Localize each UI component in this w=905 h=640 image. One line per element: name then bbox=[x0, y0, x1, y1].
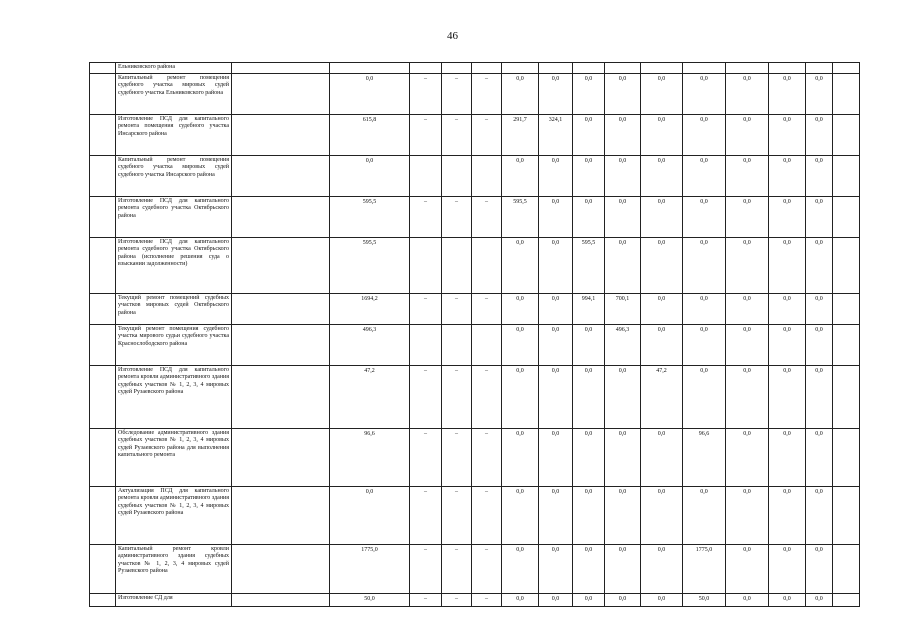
value-cell: 0,0 bbox=[573, 366, 605, 429]
value-cell: 0,0 bbox=[573, 74, 605, 115]
value-cell bbox=[683, 63, 726, 74]
table-row bbox=[90, 74, 860, 115]
value-cell bbox=[641, 63, 683, 74]
value-cell bbox=[502, 63, 539, 74]
value-cell: 0,0 bbox=[573, 545, 605, 594]
value-cell: 0,0 bbox=[769, 325, 806, 366]
value-cell: – bbox=[442, 487, 472, 545]
value-cell bbox=[833, 429, 860, 487]
value-cell: – bbox=[442, 545, 472, 594]
value-cell: 496,3 bbox=[605, 325, 641, 366]
value-cell: 0,0 bbox=[573, 197, 605, 238]
value-cell: 0,0 bbox=[330, 74, 410, 115]
value-cell: 0,0 bbox=[539, 594, 573, 607]
row-number-cell bbox=[90, 294, 116, 325]
value-cell: 0,0 bbox=[806, 115, 833, 156]
value-cell: 0,0 bbox=[769, 156, 806, 197]
value-cell: 0,0 bbox=[641, 115, 683, 156]
value-cell: 0,0 bbox=[769, 197, 806, 238]
value-cell: 700,1 bbox=[605, 294, 641, 325]
value-cell: 0,0 bbox=[605, 115, 641, 156]
value-cell: 0,0 bbox=[502, 74, 539, 115]
value-cell: 0,0 bbox=[641, 74, 683, 115]
description-cell: Изготовление ПСД для капитального ремонта судебного участка Октябрьского района bbox=[116, 197, 232, 238]
value-cell: 0,0 bbox=[726, 197, 769, 238]
value-cell bbox=[472, 63, 502, 74]
value-cell: – bbox=[472, 594, 502, 607]
value-cell: 1775,0 bbox=[330, 545, 410, 594]
value-cell bbox=[605, 63, 641, 74]
value-cell bbox=[330, 63, 410, 74]
row-number-cell bbox=[90, 429, 116, 487]
value-cell bbox=[573, 63, 605, 74]
value-cell: 0,0 bbox=[605, 156, 641, 197]
table-row bbox=[90, 487, 860, 545]
value-cell: 0,0 bbox=[502, 366, 539, 429]
value-cell: – bbox=[410, 74, 442, 115]
value-cell bbox=[442, 156, 472, 197]
table-row bbox=[90, 238, 860, 294]
value-cell: 0,0 bbox=[726, 429, 769, 487]
executor-cell bbox=[232, 238, 330, 294]
value-cell: – bbox=[472, 74, 502, 115]
value-cell: 1694,2 bbox=[330, 294, 410, 325]
value-cell: 0,0 bbox=[502, 545, 539, 594]
description-cell: Капитальный ремонт помещения судебного участка мировых судей судебного участка Инсарского района bbox=[116, 156, 232, 197]
value-cell: 0,0 bbox=[806, 429, 833, 487]
row-number-cell bbox=[90, 487, 116, 545]
description-cell: Обследование административного здания судебных участков № 1, 2, 3, 4 мировых судей Рузаевского района для выполнения капитального ремонта bbox=[116, 429, 232, 487]
value-cell: 0,0 bbox=[769, 238, 806, 294]
executor-cell bbox=[232, 429, 330, 487]
value-cell: 0,0 bbox=[641, 325, 683, 366]
value-cell: 0,0 bbox=[769, 487, 806, 545]
table-row bbox=[90, 594, 860, 607]
value-cell bbox=[410, 238, 442, 294]
value-cell: 0,0 bbox=[726, 325, 769, 366]
value-cell: 0,0 bbox=[539, 545, 573, 594]
value-cell: – bbox=[410, 366, 442, 429]
value-cell bbox=[833, 74, 860, 115]
executor-cell bbox=[232, 366, 330, 429]
value-cell: 0,0 bbox=[502, 156, 539, 197]
value-cell: 0,0 bbox=[605, 74, 641, 115]
value-cell: 47,2 bbox=[641, 366, 683, 429]
description-cell: Изготовление СД для bbox=[116, 594, 232, 607]
value-cell: 0,0 bbox=[502, 238, 539, 294]
value-cell bbox=[472, 325, 502, 366]
value-cell bbox=[806, 63, 833, 74]
value-cell: 0,0 bbox=[726, 545, 769, 594]
table-body bbox=[90, 63, 860, 607]
value-cell: 0,0 bbox=[726, 115, 769, 156]
value-cell: 0,0 bbox=[726, 294, 769, 325]
value-cell: 0,0 bbox=[769, 366, 806, 429]
value-cell: 0,0 bbox=[726, 74, 769, 115]
value-cell: 0,0 bbox=[573, 325, 605, 366]
value-cell: 0,0 bbox=[641, 238, 683, 294]
value-cell: – bbox=[472, 366, 502, 429]
value-cell: 324,1 bbox=[539, 115, 573, 156]
value-cell: 1775,0 bbox=[683, 545, 726, 594]
value-cell: 0,0 bbox=[683, 325, 726, 366]
value-cell: 96,6 bbox=[683, 429, 726, 487]
value-cell: 0,0 bbox=[539, 429, 573, 487]
value-cell bbox=[410, 156, 442, 197]
value-cell bbox=[410, 63, 442, 74]
value-cell: 0,0 bbox=[330, 156, 410, 197]
description-cell: Актуализация ПСД для капитального ремонта кровли административного здания судебных участков № 1, 2, 3, 4 мировых судей Рузаевского района bbox=[116, 487, 232, 545]
value-cell: 0,0 bbox=[539, 487, 573, 545]
value-cell: – bbox=[472, 429, 502, 487]
value-cell: 0,0 bbox=[683, 74, 726, 115]
value-cell: – bbox=[410, 545, 442, 594]
value-cell: 615,8 bbox=[330, 115, 410, 156]
description-cell: Изготовление ПСД для капитального ремонта помещения судебного участка Инсарского района bbox=[116, 115, 232, 156]
value-cell bbox=[769, 63, 806, 74]
table-row bbox=[90, 429, 860, 487]
value-cell: – bbox=[442, 197, 472, 238]
table-row bbox=[90, 366, 860, 429]
value-cell bbox=[472, 156, 502, 197]
description-cell: Капитальный ремонт кровли административного здания судебных участков № 1, 2, 3, 4 мировых судей Рузаевского района bbox=[116, 545, 232, 594]
executor-cell bbox=[232, 545, 330, 594]
value-cell: – bbox=[410, 294, 442, 325]
description-cell: Изготовление ПСД для капитального ремонта судебного участка Октябрьского района (исполнение решения суда о взыскании задолженности) bbox=[116, 238, 232, 294]
value-cell: 0,0 bbox=[641, 429, 683, 487]
value-cell bbox=[539, 63, 573, 74]
value-cell: – bbox=[472, 115, 502, 156]
value-cell: 50,0 bbox=[683, 594, 726, 607]
value-cell: 0,0 bbox=[605, 594, 641, 607]
value-cell: – bbox=[410, 487, 442, 545]
row-number-cell bbox=[90, 545, 116, 594]
value-cell: 0,0 bbox=[683, 294, 726, 325]
executor-cell bbox=[232, 115, 330, 156]
value-cell: 0,0 bbox=[502, 594, 539, 607]
page-number: 46 bbox=[447, 30, 458, 42]
value-cell: 0,0 bbox=[539, 197, 573, 238]
row-number-cell bbox=[90, 115, 116, 156]
value-cell: 0,0 bbox=[726, 366, 769, 429]
value-cell: 0,0 bbox=[769, 115, 806, 156]
value-cell: 0,0 bbox=[605, 197, 641, 238]
executor-cell bbox=[232, 156, 330, 197]
value-cell: 0,0 bbox=[726, 156, 769, 197]
value-cell: – bbox=[442, 429, 472, 487]
value-cell: – bbox=[410, 115, 442, 156]
budget-table bbox=[89, 62, 860, 607]
value-cell: 0,0 bbox=[769, 74, 806, 115]
value-cell bbox=[833, 545, 860, 594]
table-row bbox=[90, 294, 860, 325]
value-cell bbox=[833, 325, 860, 366]
value-cell: 0,0 bbox=[769, 429, 806, 487]
value-cell: 0,0 bbox=[539, 74, 573, 115]
value-cell: 291,7 bbox=[502, 115, 539, 156]
value-cell: – bbox=[442, 366, 472, 429]
table-row bbox=[90, 115, 860, 156]
value-cell: – bbox=[410, 594, 442, 607]
description-cell: Текущий ремонт помещений судебных участков мировых судей Октябрьского района bbox=[116, 294, 232, 325]
description-cell: Ельниковского района bbox=[116, 63, 232, 74]
value-cell: 595,5 bbox=[573, 238, 605, 294]
row-number-cell bbox=[90, 325, 116, 366]
table-row bbox=[90, 325, 860, 366]
value-cell: 0,0 bbox=[330, 487, 410, 545]
value-cell: 0,0 bbox=[539, 366, 573, 429]
value-cell: 0,0 bbox=[605, 366, 641, 429]
value-cell: 595,5 bbox=[330, 238, 410, 294]
value-cell: 0,0 bbox=[806, 156, 833, 197]
row-number-cell bbox=[90, 594, 116, 607]
value-cell: – bbox=[472, 294, 502, 325]
value-cell: 0,0 bbox=[806, 487, 833, 545]
value-cell: 0,0 bbox=[806, 238, 833, 294]
value-cell: 0,0 bbox=[683, 197, 726, 238]
value-cell: 0,0 bbox=[806, 545, 833, 594]
executor-cell bbox=[232, 63, 330, 74]
value-cell: 0,0 bbox=[539, 294, 573, 325]
value-cell: 0,0 bbox=[539, 325, 573, 366]
executor-cell bbox=[232, 594, 330, 607]
executor-cell bbox=[232, 74, 330, 115]
value-cell: 0,0 bbox=[573, 115, 605, 156]
value-cell: 0,0 bbox=[605, 238, 641, 294]
value-cell: 0,0 bbox=[769, 594, 806, 607]
value-cell: 0,0 bbox=[573, 429, 605, 487]
value-cell: 0,0 bbox=[641, 156, 683, 197]
value-cell: 0,0 bbox=[605, 487, 641, 545]
value-cell bbox=[833, 115, 860, 156]
value-cell: 0,0 bbox=[573, 487, 605, 545]
executor-cell bbox=[232, 197, 330, 238]
value-cell: 0,0 bbox=[806, 366, 833, 429]
executor-cell bbox=[232, 294, 330, 325]
value-cell bbox=[833, 294, 860, 325]
value-cell: – bbox=[442, 115, 472, 156]
value-cell: – bbox=[410, 197, 442, 238]
row-number-cell bbox=[90, 238, 116, 294]
value-cell: – bbox=[472, 487, 502, 545]
value-cell: 595,5 bbox=[330, 197, 410, 238]
value-cell: 0,0 bbox=[683, 487, 726, 545]
description-cell: Капитальный ремонт помещения судебного участка мировых судей судебного участка Ельниковского района bbox=[116, 74, 232, 115]
value-cell bbox=[726, 63, 769, 74]
executor-cell bbox=[232, 325, 330, 366]
value-cell bbox=[472, 238, 502, 294]
value-cell bbox=[442, 63, 472, 74]
value-cell bbox=[833, 487, 860, 545]
value-cell: 0,0 bbox=[769, 545, 806, 594]
value-cell: 0,0 bbox=[502, 429, 539, 487]
value-cell: – bbox=[442, 294, 472, 325]
value-cell: 0,0 bbox=[641, 197, 683, 238]
value-cell bbox=[833, 594, 860, 607]
value-cell: 0,0 bbox=[641, 545, 683, 594]
value-cell: 0,0 bbox=[605, 429, 641, 487]
value-cell: 0,0 bbox=[539, 238, 573, 294]
value-cell: 0,0 bbox=[605, 545, 641, 594]
value-cell: 0,0 bbox=[502, 294, 539, 325]
value-cell: 0,0 bbox=[806, 325, 833, 366]
row-number-cell bbox=[90, 74, 116, 115]
value-cell bbox=[833, 197, 860, 238]
value-cell bbox=[833, 366, 860, 429]
description-cell: Изготовление ПСД для капитального ремонта кровли административного здания судебных участков № 1, 2, 3, 4 мировых судей Рузаевского района bbox=[116, 366, 232, 429]
value-cell: – bbox=[410, 429, 442, 487]
table-row bbox=[90, 197, 860, 238]
row-number-cell bbox=[90, 366, 116, 429]
value-cell: – bbox=[472, 545, 502, 594]
table-row bbox=[90, 63, 860, 74]
executor-cell bbox=[232, 487, 330, 545]
value-cell bbox=[442, 325, 472, 366]
value-cell: 0,0 bbox=[641, 294, 683, 325]
value-cell: 0,0 bbox=[641, 594, 683, 607]
value-cell: 47,2 bbox=[330, 366, 410, 429]
value-cell: 994,1 bbox=[573, 294, 605, 325]
value-cell: 595,5 bbox=[502, 197, 539, 238]
value-cell bbox=[833, 156, 860, 197]
row-number-cell bbox=[90, 156, 116, 197]
value-cell: 496,3 bbox=[330, 325, 410, 366]
description-cell: Текущий ремонт помещения судебного участка мирового судьи судебного участка Краснослободского района bbox=[116, 325, 232, 366]
value-cell: 0,0 bbox=[806, 594, 833, 607]
value-cell bbox=[833, 238, 860, 294]
value-cell: 0,0 bbox=[641, 487, 683, 545]
value-cell: 0,0 bbox=[573, 156, 605, 197]
value-cell: 0,0 bbox=[683, 238, 726, 294]
table-row bbox=[90, 545, 860, 594]
value-cell: 0,0 bbox=[726, 487, 769, 545]
value-cell: 0,0 bbox=[502, 325, 539, 366]
value-cell: 0,0 bbox=[683, 156, 726, 197]
row-number-cell bbox=[90, 63, 116, 74]
value-cell bbox=[442, 238, 472, 294]
value-cell: – bbox=[472, 197, 502, 238]
value-cell bbox=[410, 325, 442, 366]
value-cell: 0,0 bbox=[806, 197, 833, 238]
value-cell: 0,0 bbox=[806, 74, 833, 115]
value-cell: 50,0 bbox=[330, 594, 410, 607]
value-cell: 0,0 bbox=[806, 294, 833, 325]
value-cell: 96,6 bbox=[330, 429, 410, 487]
value-cell: 0,0 bbox=[726, 594, 769, 607]
row-number-cell bbox=[90, 197, 116, 238]
value-cell: 0,0 bbox=[683, 115, 726, 156]
value-cell: 0,0 bbox=[573, 594, 605, 607]
value-cell bbox=[833, 63, 860, 74]
value-cell: – bbox=[442, 74, 472, 115]
value-cell: 0,0 bbox=[502, 487, 539, 545]
value-cell: – bbox=[442, 594, 472, 607]
value-cell: 0,0 bbox=[683, 366, 726, 429]
value-cell: 0,0 bbox=[769, 294, 806, 325]
value-cell: 0,0 bbox=[726, 238, 769, 294]
table-row bbox=[90, 156, 860, 197]
value-cell: 0,0 bbox=[539, 156, 573, 197]
